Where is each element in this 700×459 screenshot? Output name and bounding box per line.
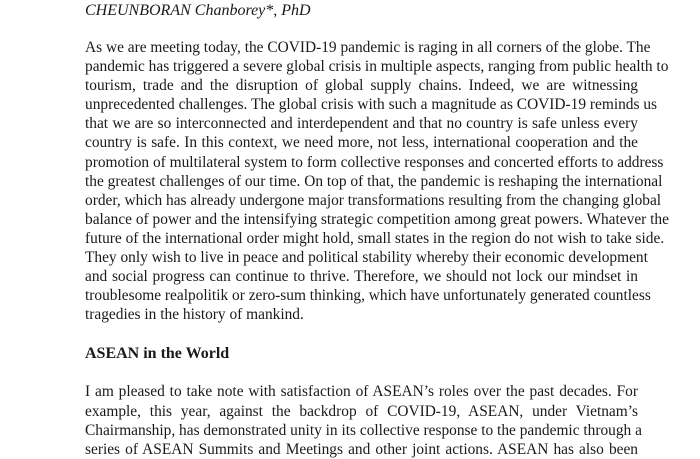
text-line: As we are meeting today, the COVID-19 pandemic is raging in all corners of the globe. The	[85, 39, 651, 56]
paragraph-asean	[85, 382, 642, 458]
section-heading: ASEAN in the World	[85, 345, 230, 363]
text-line: I am pleased to take note with satisfaction of ASEAN’s roles over the past decades. For	[85, 383, 638, 401]
text-line: troublesome realpolitik or zero-sum thinking, which have unfortunately generated countless	[85, 287, 651, 305]
text-line: order, which has already undergone major transformations resulting from the changing global	[85, 191, 662, 209]
document-page	[85, 0, 669, 459]
text-line: balance of power and the intensifying strategic competition among great powers. Whatever the	[85, 210, 669, 228]
text-line: series of ASEAN Summits and Meetings and other joint actions. ASEAN has also been	[85, 440, 638, 458]
text-line: tragedies in the history of mankind.	[85, 306, 304, 324]
text-line: tourism, trade and the disruption of global supply chains. Indeed, we are witnessing	[85, 77, 638, 95]
text-line: promotion of multilateral system to form collective responses and concerted efforts to address	[85, 153, 664, 171]
text-line: example, this year, against the backdrop of COVID-19, ASEAN, under Vietnam’s	[85, 402, 638, 420]
text-line: unprecedented challenges. The global crisis with such a magnitude as COVID-19 reminds us	[85, 96, 658, 114]
text-line: and social progress can continue to thrive. Therefore, we should not lock our mindset in	[85, 268, 638, 286]
paragraph-intro	[85, 38, 669, 324]
text-line: future of the international order might hold, small states in the region do not wish to take side.	[85, 229, 665, 247]
text-line: country is safe. In this context, we need more, not less, international cooperation and the	[85, 134, 638, 152]
text-line: pandemic has triggered a severe global crisis in multiple aspects, ranging from public health to	[85, 58, 669, 76]
text-line: that we are so interconnected and interdependent and that no country is safe unless every	[85, 115, 638, 133]
text-line: the greatest challenges of our time. On top of that, the pandemic is reshaping the international	[85, 172, 663, 190]
text-line: Chairmanship, has demonstrated unity in its collective response to the pandemic through a	[85, 421, 642, 439]
author-line: CHEUNBORAN Chanborey*, PhD	[85, 2, 311, 19]
text-line: They only wish to live in peace and political stability whereby their economic development	[85, 249, 648, 267]
